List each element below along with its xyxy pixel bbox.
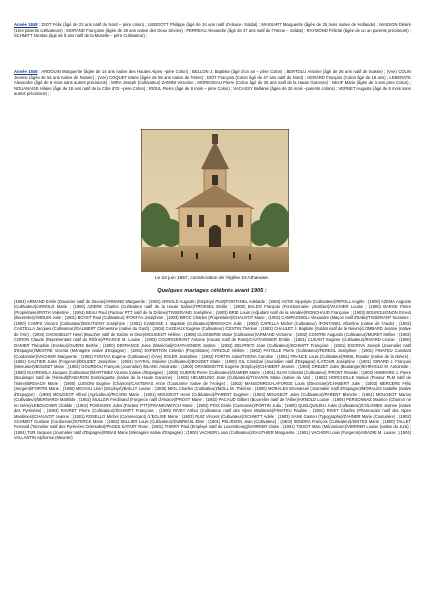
births-1849-paragraph (14, 69, 411, 97)
births-1848-paragraph (14, 22, 411, 39)
photo-caption: Le 22 juin 1857, consécration de l'église St-Athanase. (154, 276, 270, 281)
year-label: Année 1848 (14, 22, 38, 27)
church-photo (141, 129, 289, 272)
marriages-text: (1904) ARMAND Emile (Douanier natif de Savoie)/ARMAND Marguerite ; (1902) ARNOLD Augustin (Employé PLM)/FONTANEL Adelaïde ; (1904) ASTIE Hippolyte (Cultivateur)/RIPOLL Angèle ; (1900) AZEMA Auguste (Cultivateur)/ARNOLD Marie ; (1900) AZIERE Charles (Cultivateur natif de la Haute Saône)/TROSSEL Emilie ; (1900) BALDO François (Fonctionnaire- plombier)/VACHIER Louise ; (1900) BARGE Pierre (Propriétaire)/ROTH Valentine ; (1904) BEAU Paul (Facteur PTT natif de la Drôme)/TISSERAND Joséphine ; (1903) BRIE Louis (Adjudant natif de la Vendée)/RONCHAUD Françoise ; (1903) BOURGUIGNON Ernest (Bourrelier)/ARDUIN Julie ; (1901) BOYET Paul (Cultivateur) /FONTÂA Joséphine ; (1903) BROC Charles (Propriétaire)/CHAUVOT Marie ; (1902) CAMPAGNIOLI Alexandre (Maçon natif d'Italie)/TISSERANT Suzanne ; (1900) CAMPS Vincent (Cultivateur)/BOUTIGNY Joséphine ; (1901) CANESSE J. Baptiste (Cultivateur)/BRIESACH Julie ; (1902) CAPELLA Michel (Cultivateur) /FONTANEL Albertine (native de l'Aude) ; (1902) CASTELLA Jacques (Cultivateur)/GALIBERT Clémentine (native du Gard) ; (1904) CAZEAUX Eugène (Cultivateur) /CESTIN Thérèse ; (1902) CHAULET J. Baptiste (Soldat natif de la Nièvre)/LOMBARD Jeanne (native de l'Ain) ; (1904) CHOISSELET Henri (Boucher natif de Saône et Oise)/MOUGEOT Hélène ; (1906) CLOSSERIE Marie (Cultivateur)/ARMAND Victorine ; (1902) CONTRE Augustin (Cultivateur)/MURET Méline ; (1902) CORON Claude (Représentant natif du Rhône)/FRANCE M. Louise ; (1903) COURSSERANT Antoine (Aucasi natif de Paris)/CHATAIGNIER Emilie ; (1901) CUSANT Eugène (Cultivateur)/RIVARD Léonie ; (1900) DANIER Théophile (Docteur)/GUERS Berthe ; (1900) DEFRANCE Jules (Maréchal)/CHATAIGNIER Justine ; (1903) DELPRETI Jean (Cultivateur)/SCHMITT Françoise ; (1901) ESCRIVA Joseph (Journalier natif d'Espagne)/MESTRE Vicenta (Ménagère native d'Espagne) ; (1901) EXPERTON Célestin (Propriétaire) /ARNOLD Hélène ; (1902) FAYOLLE Pierre (Cultivateur)/FEREOL Joséphine ; (1901) FINATEU Constant (Cordonnier)/VACHIER Marguerite ; (1902) FONTAA Eugène (Cultivateur) /(Vve) SOLER Joséphine ; (1902) FORTIN Jules/TOGNA Caroline ; (1901) FRANCE Louis (Cultivateur)/MINIL Rosalie (native de la Nièvre) ; (1902) GAUTIER Jules (Forgeron)/BOUDET Joséphine ; (1904) GAYRAL Maxime (Cultivateur)/BOUDET Marie ; (1900) GIL Cristobal (Journalier natif d'Espagne) /LATOUR Joséphine ; (1901) GIRARD J. François (Menuisier)/BOUDET Marie ; (1902) GOURDOU François (Journalier) /BLANC Antoinette ; (1900) GRANDMOTTE Eugène (Employé)/CHABERT Jeanne ; (1903) GREZET Jules (Boulanger)/EHRHOLD M. Antoinette ; (1900) GUARDIOLA Jacques (Cultivateur)/MARTINEZ Vicenta (native d'Espagne) ; (1900) GUERIN Pierre (Cultivateur)/DAMIER Marie ; (1901) JUAN Célestin (Cultivateur) /PROST Rosalie ; (1902) HEBRARD J. Pierre (Boulanger natif de l'Hérault)/FABARON Dominiquette (native de la Haute Garonne) ; (1902) HELMELING Jean (Cultivateur)/THAUVIN Marie (native du Var) ; (1902) HORCHOLLE Marius (Poseur PLM natif de l'Isère)/BRISACH Marie ; (1900) LUISONI Eugène (Charron)/CASTERAS Anne (Couturière native de l'Ariège) ; (1902) MANSONROU-LAFORGE Louis (Électricien)/CHABERT Julie ; (1903) MERCERE Félix (Sergent)/FORTIN Marie ; (1900) MICHAU Léon (Employé)/BAILLY Louise ; (1900) MIOL Charles (Cultivateur)/MOLL M. Thérèse ; (1900) MORALES Emmanuel (Journalier natif d'Espagne)/MORALES Isabelle (native d'Espagne) ; (1900) MOUGEOT Alfred (Agriculteur)/PICARD Marie ; (1901) MOUGEOT Henri (Cultivateur)/PARENT Eugénie ; (1904) MOUGEOT Jules (Cultivateur)/PARENT Blanche ; (1901) MOUGEOT Marius (Cultivateur)/BERNARDI Mathilde ; (1902) MULLER Ferdinand (Forgeron natif d'Alsace)/PROST Marie ; (1902) PACAUD Gilbert (Bourrelier natif de l'Allier)/ARNOLD Louise ; (1904) PERSONNAZ Maurice (Charron né en Isère)/LEBOUCHER Clotilde ; (1902) POISSONS Jules (Facteur PTT)/FRANKOWITCH Marie ; (1903) POIX Emile (Carrossier)/FORTIN Julia ; (1900) QUELQUEJEU Jules (Cultivateur)/COLOMBS Jeanne (native des Pyrénées) ; (1903) RAVRET Pierre (Cultivateur)/SCHMITT Françoise ; (1900) RIVET Arthur (Cultivateur natif des Alpes Maritimes)/FINATEU Pauline ; (1901) RIVET Charles (Pharmacien natif des Alpes Maritimes)/CHAUVOT Jeanne ; (1901) ROSELLO Michel (Commerçant) /L'EGLISE Marie ; (1903) RUIZ Vincent (Cultivateur)/SCHMITT Adèle ; (1903) SANS Gaston (Typographe)/ZAHNER Marie (Couturière) ; (1902) SCHMIDT Gustave (Cordonnier)/STERCK Marie ; (1903) SELLIER Louis (Cultivateur)/DUBREUIL Elise ; (1901) PELISSON Jean (Cultivateur) ; (1903) SENDRA François (Cultivateur)/SINTES Marie ; (1900) TALLET Fernand (Tonnelier natif des Pyrénées Orientales)/PAGES KATART Rose ; (1901) THIERY Paul (Employé natif du Luxembourg)/SARRIER Claire ; (1901) TISSOT Marc (Mécanicien)/VERRIER Louise (native du Jura) ; (1904) TUR Jacques (Journalier natif d'Espagne)/RIBAS Marie (Ménagère native d'Espagne) ; (1900) VACHIER Louis (Cultivateur)/GAUTHIER Marguerite ; (1901) VACHIER Louis (Forgeron)/ABADIE M. Louise ; (1904) VALLANTIN Alphonse (Meunier) (14, 299, 411, 441)
births-1848-text: Année 1848 : DIOT Félix (âgé de 23 ans natif du Nord – père colon) ; LIEBGOTT Philippe (âgé de 34 ans natif d'Alsace- Soldat) ; MASSART Marguerite (âgée de 25 mois native de Hollande) ; MASSON Désiré (1ère parents cultivateurs) ; MORAND Françoise (âgée de 25 ans native des Deux Sèvres) ; PERREAU Alexandre (âgé de 27 ans natif de l'Yonne – Soldat) ; RAYMOND Félicité (âgée de un an parents préciseurs) ; SCHMITT Nicolas (âgé de 8 ans natif de la Moselle – père Cultivateur) ; (14, 22, 412, 39)
year-label: Année 1849 (14, 69, 38, 74)
births-1849-text: Année 1849 : ARDOUIN Marguerite (âgée de 14 ans native des Hautes Alpes –père Colon) ; BELLON J. Baptiste (âgé d'un an – père Colon) ; BERTOLU Antoine (âgé de 26 ans natif de Suisse) ; (Vve) COLIN Jeanne (âgée de 54 ans native de Nuisée) ; (Vve) COQUET Marie (âgée de 55 ans native de l'Isère) ; DIOT François (Colon âgé de 47 ans natif du Nord) ; GERARD François (Colon âgé de 19 ans) ; LEBERATE Alexandre (âgé de 8 mois sans autres précisions) ; MIRA Joseph (Cultivateur) ZAMINI Victorine ; MOREGEAU Pierre (Colon âgé de 25 ans natif de la Haute Garonne) ; NEUF Marie (âgée de 3 ans père Colon) ; NOUANAISE Hilaire (âgé de 18 ans natif de la Côte d'Or –père Colon) ; RIOUL Pierre (âgé de 8 mois – père Colon) ; VACASSY Bellanie (âgée de 26 mois –parents colons) ; VERNET Auguste (âgé de 8 mois sans autres précisions) ; (14, 69, 412, 97)
marriages-list (14, 299, 411, 441)
marriages-heading: Quelques mariages célébrés avant 1905 : (157, 288, 267, 294)
